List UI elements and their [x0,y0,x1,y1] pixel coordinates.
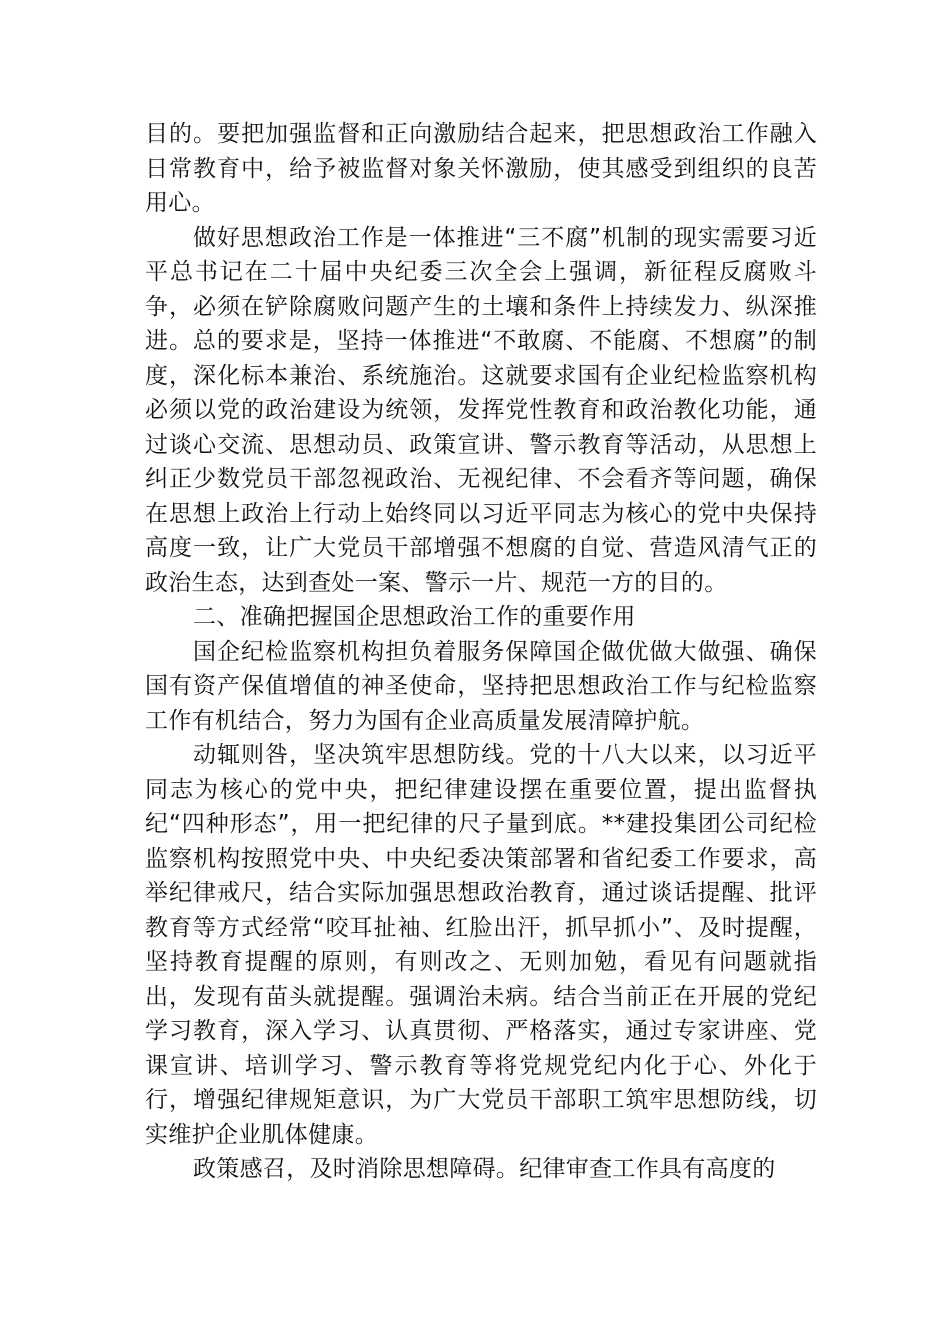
paragraph-mission: 国企纪检监察机构担负着服务保障国企做优做大做强、确保国有资产保值增值的神圣使命，坚持把思想政治工作与纪检监察工作有机结合，努力为国有企业高质量发展清障护航。 [145,638,817,734]
paragraph-discipline-defense: 动辄则咎，坚决筑牢思想防线。党的十八大以来，以习近平同志为核心的党中央，把纪律建设摆在重要位置，提出监督执纪“四种形态”，用一把纪律的尺子量到底。**建投集团公司纪检监察机构按照党中央、中央纪委决策部署和省纪委工作要求，高举纪律戒尺，结合实际加强思想政治教育，通过谈话提醒、批评教育等方式经常“咬耳扯袖、红脸出汗，抓早抓小”、及时提醒，坚持教育提醒的原则，有则改之、无则加勉，看见有问题就指出，发现有苗头就提醒。强调治未病。结合当前正在开展的党纪学习教育，深入学习、认真贯彻、严格落实，通过专家讲座、党课宣讲、培训学习、警示教育等将党规党纪内化于心、外化于行，增强纪律规矩意识，为广大党员干部职工筑牢思想防线，切实维护企业肌体健康。 [145,742,817,1148]
paragraph-continued: 目的。要把加强监督和正向激励结合起来，把思想政治工作融入日常教育中，给予被监督对象关怀激励，使其感受到组织的良苦用心。 [145,121,817,216]
document-body [145,117,817,1187]
paragraph-policy-appeal: 政策感召，及时消除思想障碍。纪律审查工作具有高度的 [193,1156,776,1182]
paragraph-three-no-corruption: 做好思想政治工作是一体推进“三不腐”机制的现实需要习近平总书记在二十届中央纪委三次全会上强调，新征程反腐败斗争，必须在铲除腐败问题产生的土壤和条件上持续发力、纵深推进。总的要求是，坚持一体推进“不敢腐、不能腐、不想腐”的制度，深化标本兼治、系统施治。这就要求国有企业纪检监察机构必须以党的政治建设为统领，发挥党性教育和政治教化功能，通过谈心交流、思想动员、政策宣讲、警示教育等活动，从思想上纠正少数党员干部忽视政治、无视纪律、不会看齐等问题，确保在思想上政治上行动上始终同以习近平同志为核心的党中央保持高度一致，让广大党员干部增强不想腐的自觉、营造风清气正的政治生态，达到查处一案、警示一片、规范一方的目的。 [145,224,817,596]
section-heading-2: 二、准确把握国企思想政治工作的重要作用 [193,604,636,630]
